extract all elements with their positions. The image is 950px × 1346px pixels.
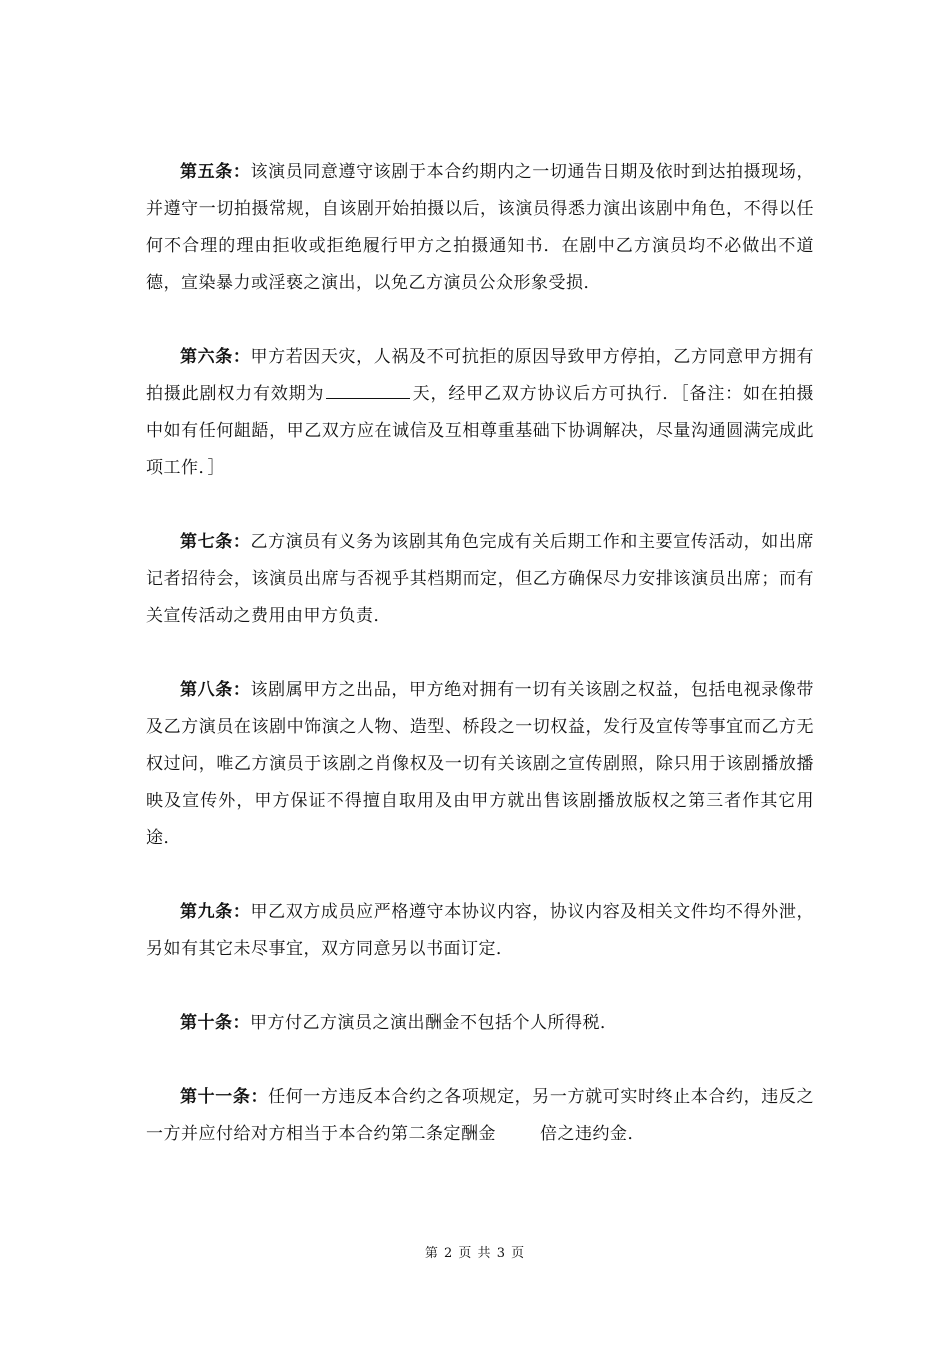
article-label: 第七条：	[180, 532, 251, 552]
article-5	[146, 154, 814, 302]
article-text: 任何一方违反本合约之各项规定，另一方就可实时终止本合约，违反之一方并应付给对方相当于本合约第二条定酬金	[146, 1087, 815, 1144]
article-label: 第五条：	[180, 162, 251, 182]
article-text: 该演员同意遵守该剧于本合约期内之一切通告日期及依时到达拍摄现场，并遵守一切拍摄常规，自该剧开始拍摄以后，该演员得悉力演出该剧中角色，不得以任何不合理的理由拒收或拒绝履行甲方之拍摄通知书．在剧中乙方演员均不必做出不道德，宣染暴力或淫亵之演出，以免乙方演员公众形象受损．	[146, 162, 815, 293]
article-7	[146, 524, 814, 635]
contract-body	[146, 154, 814, 1190]
article-9	[146, 894, 814, 968]
article-text: 甲方若因天灾，人祸及不可抗拒的原因导致甲方停拍，乙方同意甲方拥有拍摄此剧权力有效期为	[146, 347, 815, 404]
article-6	[146, 339, 814, 487]
fill-in-blank[interactable]	[326, 397, 410, 399]
article-10	[146, 1005, 814, 1042]
article-label: 第十一条：	[180, 1087, 269, 1107]
article-text: 甲乙双方成员应严格遵守本协议内容，协议内容及相关文件均不得外泄，另如有其它未尽事宜，双方同意另以书面订定．	[146, 902, 815, 959]
article-text: 甲方付乙方演员之演出酬金不包括个人所得税．	[250, 1013, 618, 1033]
article-label: 第九条：	[180, 902, 251, 922]
fill-in-blank[interactable]	[498, 1138, 538, 1139]
article-label: 第八条：	[180, 680, 251, 700]
article-text: 乙方演员有义务为该剧其角色完成有关后期工作和主要宣传活动，如出席记者招待会，该演员出席与否视乎其档期而定，但乙方确保尽力安排该演员出席；而有关宣传活动之费用由甲方负责．	[146, 532, 815, 626]
article-text: 该剧属甲方之出品，甲方绝对拥有一切有关该剧之权益，包括电视录像带及乙方演员在该剧中饰演之人物、造型、桥段之一切权益，发行及宣传等事宜而乙方无权过问，唯乙方演员于该剧之肖像权及一切有关该剧之宣传剧照，除只用于该剧播放播映及宣传外，甲方保证不得擅自取用及由甲方就出售该剧播放版权之第三者作其它用途．	[146, 680, 815, 848]
article-text: 倍之违约金．	[540, 1124, 645, 1144]
page-footer: 第 2 页 共 3 页	[424, 1246, 526, 1261]
article-11	[146, 1079, 814, 1153]
article-text: 天，经甲乙双方协议后方可执行．［备注：如在拍摄中如有任何龃龉，甲乙双方应在诚信及互相尊重基础下协调解决，尽量沟通圆满完成此项工作．］	[146, 384, 815, 478]
article-label: 第十条：	[180, 1013, 250, 1033]
article-8	[146, 672, 814, 857]
article-label: 第六条：	[180, 347, 251, 367]
